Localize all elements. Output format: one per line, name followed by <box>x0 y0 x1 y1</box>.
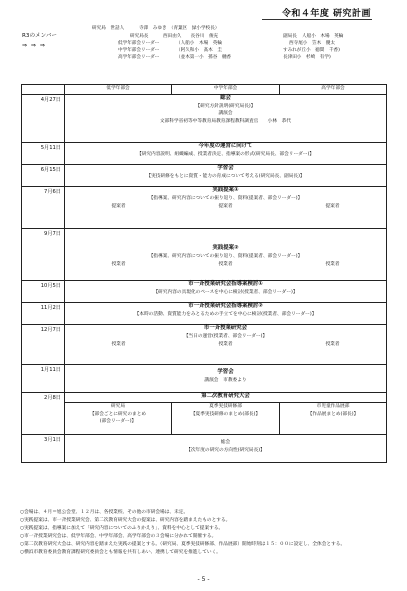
member-role: 中学年部会リーダー <box>118 48 160 53</box>
event-title: 市一斉授業研究会指導案検討② <box>188 303 263 309</box>
row-date: 4月27日 <box>22 95 65 143</box>
member-role: 高学年部会リーダー <box>118 55 160 60</box>
notes <box>20 509 392 558</box>
header-cell: 高学年部会 <box>280 85 387 95</box>
row-content <box>65 281 387 303</box>
title-underline <box>262 19 372 20</box>
event-detail: 【指導案、研究内容についての振り返り、資料(提案者、部会リーダー)】 <box>148 253 303 259</box>
event-title: 市一斉授業研究会 <box>203 325 248 331</box>
note-item: ○実践提案は、市一斉授業研究会、第二次教育研究大会の提案は、研究内容を踏まえたものとする。 <box>20 518 231 524</box>
event-detail: 【次年度の研究の方向性(研究局長)】 <box>186 447 265 453</box>
table-row <box>22 281 387 303</box>
member-role: 副局長 <box>283 34 297 39</box>
note-item: ○会場は、４月＝旭公会堂、１２月は、各授業校、その他の市研会場は、未定。 <box>20 510 189 515</box>
event-detail: 【当日の運営(授業者、部会リーダー)】 <box>183 333 268 339</box>
role-row <box>65 203 386 210</box>
note-item: ○第二次教育研究大会は、研究内容を踏まえた実践の提案とする。（研究局、夏季実技研修部、作品展部）開始時刻は１５：００に設定し、全体会とする。 <box>20 542 346 548</box>
member-role: 低学年部会リーダー <box>118 41 160 46</box>
table-row <box>22 229 387 281</box>
event-detail: 【研究内容説明、組織編成、授業者決定、指導案の形式(研究局長、部会リーダー)】 <box>136 151 315 157</box>
role-row <box>65 341 386 348</box>
role-row <box>65 261 386 268</box>
role-label: 授業者 <box>325 342 340 347</box>
row-content <box>65 435 387 463</box>
member-name: 西田由久 長谷川 俊充 <box>163 34 219 39</box>
event-title: 総会 <box>220 440 231 445</box>
event-detail: 【指導案、研究内容についての振り返り、資料(提案者、部会リーダー)】 <box>148 195 303 201</box>
division-detail: 【作品展まとめ(部長)】 <box>307 411 359 417</box>
event-title: 実践提案② <box>212 245 239 251</box>
row-content <box>65 229 387 281</box>
member-name: （並木第一小 孫谷 樋香 <box>176 55 232 60</box>
table-row <box>22 393 387 403</box>
event-detail: 講演会 <box>218 111 233 116</box>
row-content <box>65 165 387 187</box>
note-item: ○実践提案は、指導案に加えて「研究内容についてのふりかえり」、資料を中心として提案する。 <box>20 526 224 532</box>
division-detail: 【部会ごとに研究のまとめ <box>89 411 147 417</box>
note-item: ○横浜市教育委員会教育課程研究委員会とも情報を共有しあい、連携して研究を推進していく。 <box>20 550 221 556</box>
member-role: 研究局長 <box>130 34 149 39</box>
division-detail: 【夏季実技研修のまとめ(部長)】 <box>190 411 261 417</box>
row-date: 10月5日 <box>22 281 65 303</box>
table-row <box>22 435 387 463</box>
member-role: 研究局 世話人 <box>92 26 125 31</box>
row-date: 6月15日 <box>22 165 65 187</box>
row-content <box>65 325 387 365</box>
table-row <box>22 303 387 325</box>
row-content <box>65 393 387 403</box>
note-item: ○市一斉授業研究会は、低学年部会、中学年部会、高学年部会の３会場に分かれて開催する。 <box>20 534 217 540</box>
row-date: 7月6日 <box>22 187 65 229</box>
member-name: すみれが丘小 徳間 千香) <box>283 48 340 53</box>
event-detail: 【本時の活動、資質能力をみとるための手立てを中心に検討(授業者、部会リーダー)】 <box>134 311 317 317</box>
role-label: 授業者 <box>111 342 126 347</box>
member-name: （阿久和小 髙木 圭 <box>176 48 222 53</box>
event-title: 市一斉授業研究会指導案検討① <box>188 281 263 287</box>
event-title: 総会 <box>220 95 231 101</box>
header-date-cell <box>22 85 65 95</box>
row-date: 5月11日 <box>22 143 65 165</box>
event-detail: 講演会 市教委より <box>204 377 247 383</box>
role-label: 提案者 <box>111 204 126 209</box>
row-content <box>65 365 387 393</box>
event-title: 実践提案① <box>212 187 239 193</box>
division-cell <box>172 403 280 435</box>
member-name: （人船小 木場 英輪 <box>176 41 222 46</box>
event-title: 学習会 <box>217 165 234 171</box>
division-detail: (部会リーダー)】 <box>99 419 137 424</box>
role-label: 授業者 <box>111 262 126 267</box>
member-name: 長津田小 杉崎 有学) <box>283 55 331 60</box>
table-row <box>22 95 387 143</box>
schedule-table <box>21 84 387 463</box>
arrows: ⇒ ⇒ ⇒ <box>22 42 46 49</box>
table-row <box>22 325 387 365</box>
member-name: 寺澤 みゆき （青葉区 緑小学校長） <box>139 26 220 31</box>
table-header-row <box>22 85 387 95</box>
table-row <box>22 165 387 187</box>
division-name: 研究局 <box>110 404 126 409</box>
division-cell <box>280 403 387 435</box>
members-label: R3のメンバー <box>22 33 58 39</box>
table-row <box>22 187 387 229</box>
row-date: 9月7日 <box>22 229 65 281</box>
role-label: 授業者 <box>325 262 340 267</box>
row-content <box>65 187 387 229</box>
page-title: 令和４年度 研究計画 <box>281 9 371 19</box>
row-content <box>65 143 387 165</box>
event-title: 今年度の運営に向けて <box>198 143 253 149</box>
table-row <box>22 403 387 435</box>
role-label: 提案者 <box>325 204 340 209</box>
member-name: 人船小 木場 英輪 <box>302 34 344 39</box>
row-date: 12月7日 <box>22 325 65 365</box>
role-label: 授業者 <box>218 262 233 267</box>
member-name: 西寺尾小 笠木 優太 <box>289 41 335 46</box>
row-content <box>65 95 387 143</box>
event-detail: 文部科学省初等中等教育局教育課程教科調査官 小林 恭代 <box>159 118 292 124</box>
event-title: 学習会 <box>217 369 234 375</box>
role-label: 提案者 <box>218 204 233 209</box>
table-row <box>22 143 387 165</box>
table-row <box>22 365 387 393</box>
event-detail: 【実技研修をもとに資質・能力の育成について考える(研究局長、副局長)】 <box>146 173 305 179</box>
event-detail: 【研究方針説明(研究局長)】 <box>195 103 256 109</box>
role-label: 授業者 <box>218 342 233 347</box>
event-detail: 【研究内容の具現化のペースを中心に検討(授業者、部会リーダー)】 <box>153 289 298 295</box>
event-title: 第二次教育研究大会 <box>201 393 250 399</box>
row-date: 1月11日 <box>22 365 65 393</box>
header-cell: 低学年部会 <box>65 85 172 95</box>
header-cell: 中学年部会 <box>172 85 280 95</box>
division-name: 市児童作品展部 <box>316 404 350 409</box>
row-date: 11月2日 <box>22 303 65 325</box>
row-date: 3月1日 <box>22 435 65 463</box>
division-name: 夏季実技研修部 <box>209 404 242 409</box>
page-number: - 5 - <box>197 576 210 583</box>
division-cell <box>65 403 172 435</box>
row-date: 2月8日 <box>22 393 65 435</box>
row-content <box>65 303 387 325</box>
